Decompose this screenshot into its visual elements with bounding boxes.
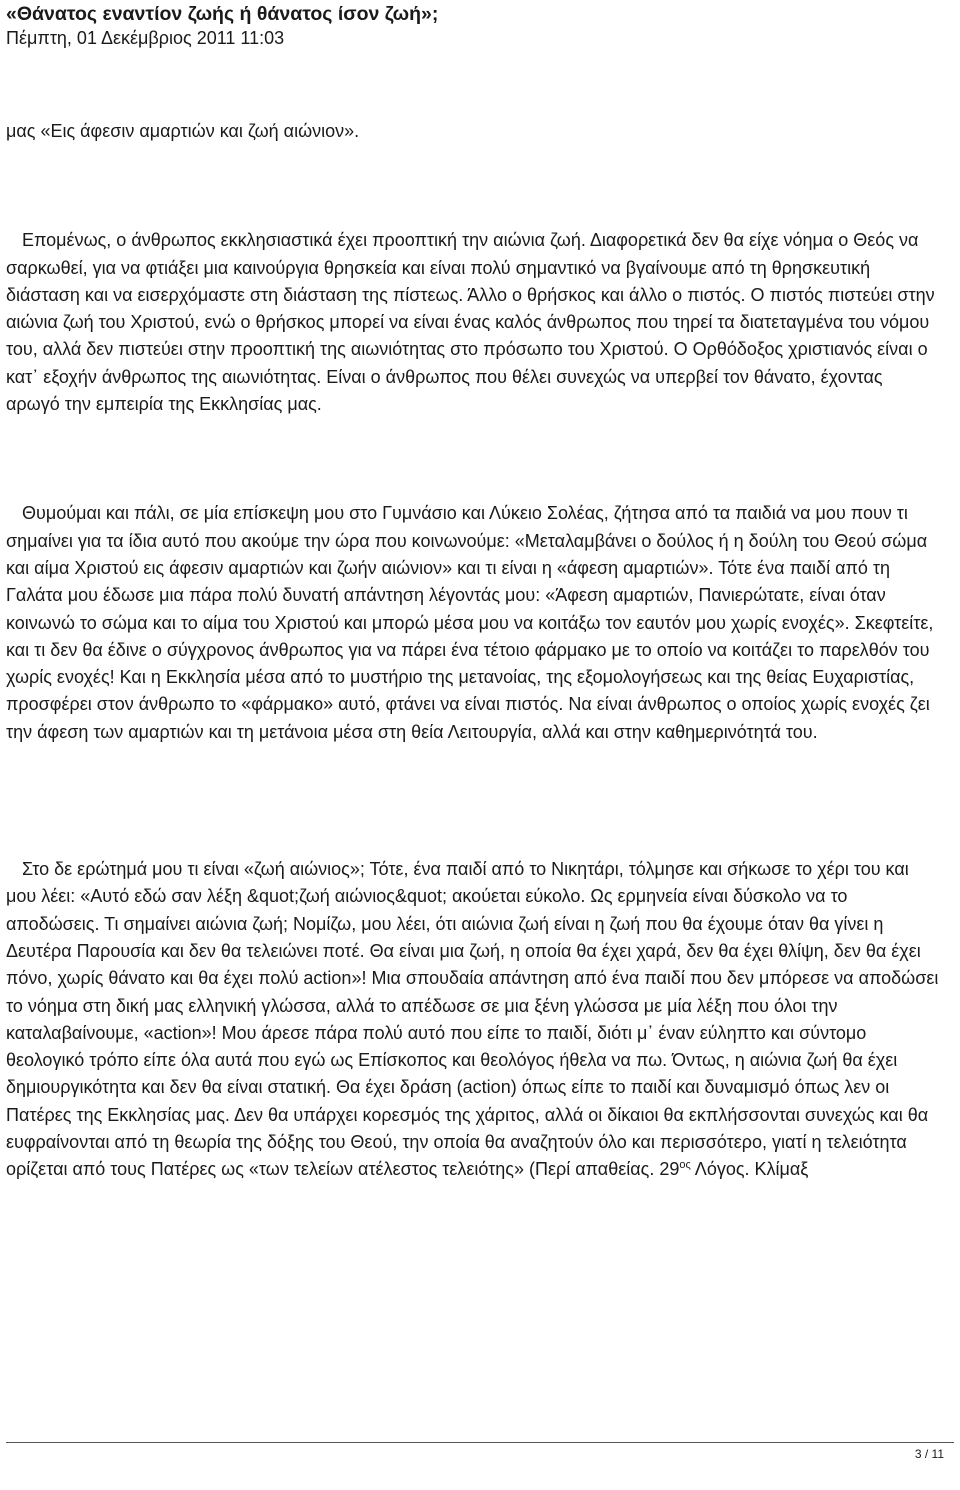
ordinal-superscript: ος bbox=[679, 1159, 691, 1172]
paragraph bbox=[6, 856, 940, 1184]
article-body bbox=[6, 118, 940, 1184]
document-header bbox=[6, 2, 954, 49]
page-number: 3 / 11 bbox=[914, 1447, 944, 1461]
footer-divider bbox=[6, 1442, 954, 1443]
paragraph: Θυμούμαι και πάλι, σε μία επίσκεψη μου στο Γυμνάσιο και Λύκειο Σολέας, ζήτησα από τα παιδιά να μου πουν τι σημαίνει για τα ίδια αυτό που ακούμε την ώρα που κοινωνούμε: «Μεταλαμβάνει ο δούλος ή η δούλη του Θεού σώμα και αίμα Χριστού εις άφεσιν αμαρτιών και ζωήν αιώνιον» και τι είναι η «άφεση αμαρτιών». Τότε ένα παιδί από τη Γαλάτα μου έδωσε μια πάρα πολύ δυνατή απάντηση λέγοντάς μου: «Άφεση αμαρτιών, Πανιερώτατε, είναι όταν κοινωνώ το σώμα και το αίμα του Χριστού και μπορώ μέσα μου να κοιτάξω τον εαυτόν μου χωρίς ενοχές». Σκεφτείτε, και τι δεν θα έδινε ο σύγχρονος άνθρωπος για να πάρει ένα τέτοιο φάρμακο με το οποίο να κοιτάζει το παρελθόν του χωρίς ενοχές! Και η Εκκλησία μέσα από το μυστήριο της μετανοίας, της εξομολογήσεως και της θείας Ευχαριστίας, προσφέρει στον άνθρωπο το «φάρμακο» αυτό, φτάνει να είναι πιστός. Να είναι άνθρωπος ο οποίος χωρίς ενοχές ζει την άφεση των αμαρτιών και τη μετάνοια μέσα στη θεία Λειτουργία, αλλά και στην καθημερινότητά του. bbox=[6, 503, 934, 742]
page-title: «Θάνατος εναντίον ζωής ή θάνατος ίσον ζωή»; bbox=[6, 3, 439, 25]
paragraph: Επομένως, ο άνθρωπος εκκλησιαστικά έχει προοπτική την αιώνια ζωή. Διαφορετικά δεν θα είχε νόημα ο Θεός να σαρκωθεί, για να φτιάξει μια καινούργια θρησκεία και είναι πολύ σημαντικό να βγαίνουμε από τη θρησκευτική διάσταση και να εισερχόμαστε στη διάσταση της πίστεως. Άλλο ο θρήσκος και άλλο ο πιστός. Ο πιστός πιστεύει στην αιώνια ζωή του Χριστού, ενώ ο θρήσκος μπορεί να είναι ένας καλός άνθρωπος που τηρεί τα διατεταγμένα του νόμου του, αλλά δεν πιστεύει στην προοπτική της αιωνιότητας στο πρόσωπο του Χριστού. Ο Ορθόδοξος χριστιανός είναι ο κατ᾽ εξοχήν άνθρωπος της αιωνιότητας. Είναι ο άνθρωπος που θέλει συνεχώς να υπερβεί τον θάνατο, έχοντας αρωγό την εμπειρία της Εκκλησίας μας. bbox=[6, 230, 935, 415]
paragraph-text-tail: Λόγος. Κλίμαξ bbox=[690, 1159, 809, 1180]
page-footer bbox=[6, 1442, 954, 1461]
paragraph: μας «Εις άφεσιν αμαρτιών και ζωή αιώνιον». bbox=[6, 121, 360, 141]
paragraph-spacer bbox=[6, 746, 940, 856]
paragraph-text: Στο δε ερώτημά μου τι είναι «ζωή αιώνιος»; Τότε, ένα παιδί από το Νικητάρι, τόλμησε και σήκωσε το χέρι του και μου λέει: «Αυτό εδώ σαν λέξη &quot;ζωή αιώνιος&quot; ακούεται εύκολο. Ως ερμηνεία είναι δύσκολο να το αποδώσεις. Τι σημαίνει αιώνια ζωή; Νομίζω, μου λέει, ότι αιώνια ζωή είναι η ζωή που θα έχουμε όταν θα γίνει η Δευτέρα Παρουσία και δεν θα τελειώνει ποτέ. Θα είναι μια ζωή, η οποία θα έχει χαρά, δεν θα έχει θλίψη, δεν θα έχει πόνο, χωρίς θάνατο και θα έχει πολύ action»! Μια σπουδαία απάντηση από ένα παιδί που δεν μπόρεσε να αποδώσει το νόημα στη δική μας ελληνική γλώσσα, αλλά το απέδωσε σε μια ξένη γλώσσα με μία λέξη που όλοι την καταλαβαίνουμε, «action»! Μου άρεσε πάρα πολύ αυτό που είπε το παιδί, διότι μ᾽ έναν εύληπτο και σύντομο θεολογικό τρόπο είπε όλα αυτά που εγώ ως Επίσκοπος και θεολόγος ήθελα να πω. Όντως, η αιώνια ζωή θα έχει δημιουργικότητα και δεν θα είναι στατική. Θα έχει δράση (action) όπως είπε το παιδί και δυναμισμό όπως λεν οι Πατέρες της Εκκλησίας μας. Δεν θα υπάρχει κορεσμός της χάριτος, αλλά οι δίκαιοι θα εκπλήσσονται συνεχώς και θα ευφραίνονται από τη θεωρία της δόξης του Θεού, την οποία θα αναζητούν όλο και περισσότερο, γιατί η τελειότητα ορίζεται από τους Πατέρες ως «των τελείων ατέλεστος τελειότης» (Περί απαθείας. 29 bbox=[6, 859, 939, 1180]
paragraph-spacer bbox=[6, 145, 940, 227]
paragraph-spacer bbox=[6, 418, 940, 500]
publish-date: Πέμπτη, 01 Δεκέμβριος 2011 11:03 bbox=[6, 28, 285, 48]
